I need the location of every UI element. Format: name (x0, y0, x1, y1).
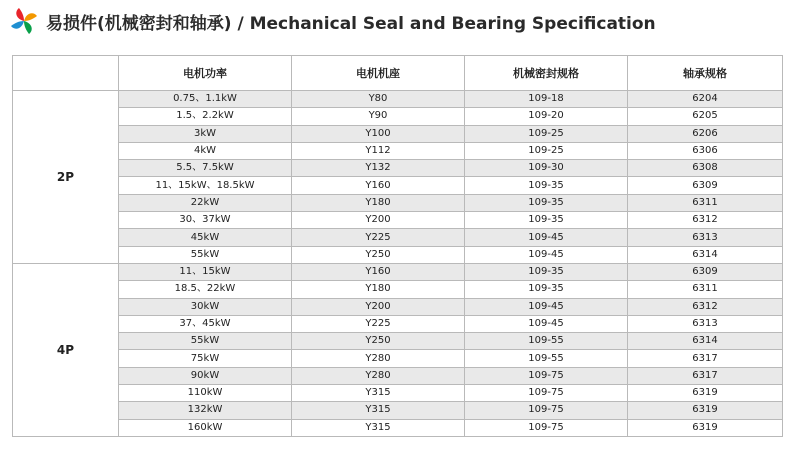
motor-frame-cell: Y315 (292, 419, 465, 436)
table-row (13, 229, 783, 246)
motor-frame-cell: Y180 (292, 281, 465, 298)
motor-power-cell: 30kW (119, 298, 292, 315)
mechanical-seal-cell: 109-55 (465, 333, 628, 350)
motor-frame-cell: Y132 (292, 160, 465, 177)
table-row (13, 142, 783, 159)
table-body (13, 91, 783, 437)
bearing-cell: 6306 (628, 142, 783, 159)
bearing-cell: 6319 (628, 419, 783, 436)
mechanical-seal-cell: 109-25 (465, 142, 628, 159)
column-header-mechanical-seal: 机械密封规格 (465, 56, 628, 91)
motor-power-cell: 45kW (119, 229, 292, 246)
bearing-cell: 6317 (628, 367, 783, 384)
motor-power-cell: 22kW (119, 194, 292, 211)
mechanical-seal-cell: 109-35 (465, 177, 628, 194)
motor-frame-cell: Y280 (292, 367, 465, 384)
pole-group-label: 2P (13, 91, 119, 264)
motor-frame-cell: Y315 (292, 385, 465, 402)
motor-frame-cell: Y225 (292, 229, 465, 246)
table-row (13, 298, 783, 315)
motor-power-cell: 30、37kW (119, 212, 292, 229)
table-row (13, 367, 783, 384)
bearing-cell: 6309 (628, 177, 783, 194)
column-header-motor-power: 电机功率 (119, 56, 292, 91)
motor-power-cell: 37、45kW (119, 315, 292, 332)
mechanical-seal-cell: 109-45 (465, 246, 628, 263)
mechanical-seal-cell: 109-75 (465, 402, 628, 419)
motor-power-cell: 132kW (119, 402, 292, 419)
motor-power-cell: 160kW (119, 419, 292, 436)
page-title: 易损件(机械密封和轴承) / Mechanical Seal and Bearing Specification (46, 13, 656, 34)
table-row (13, 263, 783, 280)
motor-power-cell: 11、15kW、18.5kW (119, 177, 292, 194)
motor-power-cell: 5.5、7.5kW (119, 160, 292, 177)
table-row (13, 108, 783, 125)
table-row (13, 333, 783, 350)
mechanical-seal-cell: 109-75 (465, 419, 628, 436)
spec-table (12, 55, 783, 437)
mechanical-seal-cell: 109-35 (465, 263, 628, 280)
bearing-cell: 6313 (628, 315, 783, 332)
pole-group-label: 4P (13, 263, 119, 436)
motor-frame-cell: Y250 (292, 246, 465, 263)
motor-frame-cell: Y112 (292, 142, 465, 159)
table-header-row (13, 56, 783, 91)
motor-power-cell: 75kW (119, 350, 292, 367)
bearing-cell: 6319 (628, 402, 783, 419)
bearing-cell: 6312 (628, 298, 783, 315)
motor-power-cell: 90kW (119, 367, 292, 384)
mechanical-seal-cell: 109-75 (465, 385, 628, 402)
motor-frame-cell: Y200 (292, 298, 465, 315)
mechanical-seal-cell: 109-75 (465, 367, 628, 384)
mechanical-seal-cell: 109-30 (465, 160, 628, 177)
table-row (13, 194, 783, 211)
motor-frame-cell: Y225 (292, 315, 465, 332)
column-header-motor-frame: 电机机座 (292, 56, 465, 91)
bearing-cell: 6204 (628, 91, 783, 108)
motor-power-cell: 11、15kW (119, 263, 292, 280)
mechanical-seal-cell: 109-18 (465, 91, 628, 108)
mechanical-seal-cell: 109-55 (465, 350, 628, 367)
column-header-bearing: 轴承规格 (628, 56, 783, 91)
bearing-cell: 6317 (628, 350, 783, 367)
mechanical-seal-cell: 109-35 (465, 194, 628, 211)
bearing-cell: 6313 (628, 229, 783, 246)
page-header (10, 6, 656, 36)
bearing-cell: 6314 (628, 246, 783, 263)
table-row (13, 246, 783, 263)
table-row (13, 91, 783, 108)
table-row (13, 281, 783, 298)
table-row (13, 160, 783, 177)
motor-power-cell: 55kW (119, 246, 292, 263)
table-row (13, 385, 783, 402)
motor-frame-cell: Y180 (292, 194, 465, 211)
motor-power-cell: 110kW (119, 385, 292, 402)
bearing-cell: 6314 (628, 333, 783, 350)
motor-frame-cell: Y200 (292, 212, 465, 229)
bearing-cell: 6319 (628, 385, 783, 402)
mechanical-seal-cell: 109-35 (465, 281, 628, 298)
motor-frame-cell: Y90 (292, 108, 465, 125)
mechanical-seal-cell: 109-45 (465, 298, 628, 315)
table-row (13, 212, 783, 229)
table-row (13, 402, 783, 419)
motor-frame-cell: Y80 (292, 91, 465, 108)
bearing-cell: 6205 (628, 108, 783, 125)
motor-frame-cell: Y100 (292, 125, 465, 142)
motor-power-cell: 18.5、22kW (119, 281, 292, 298)
motor-power-cell: 1.5、2.2kW (119, 108, 292, 125)
table-row (13, 350, 783, 367)
mechanical-seal-cell: 109-45 (465, 315, 628, 332)
table-row (13, 315, 783, 332)
table-row (13, 125, 783, 142)
motor-frame-cell: Y160 (292, 263, 465, 280)
bearing-cell: 6309 (628, 263, 783, 280)
bearing-cell: 6206 (628, 125, 783, 142)
table-row (13, 177, 783, 194)
mechanical-seal-cell: 109-45 (465, 229, 628, 246)
mechanical-seal-cell: 109-20 (465, 108, 628, 125)
bearing-cell: 6312 (628, 212, 783, 229)
motor-frame-cell: Y315 (292, 402, 465, 419)
motor-power-cell: 4kW (119, 142, 292, 159)
mechanical-seal-cell: 109-35 (465, 212, 628, 229)
motor-power-cell: 3kW (119, 125, 292, 142)
bearing-cell: 6311 (628, 194, 783, 211)
bearing-cell: 6311 (628, 281, 783, 298)
table-row (13, 419, 783, 436)
motor-power-cell: 0.75、1.1kW (119, 91, 292, 108)
motor-frame-cell: Y250 (292, 333, 465, 350)
motor-power-cell: 55kW (119, 333, 292, 350)
column-header-group (13, 56, 119, 91)
logo-icon (10, 7, 38, 35)
mechanical-seal-cell: 109-25 (465, 125, 628, 142)
motor-frame-cell: Y160 (292, 177, 465, 194)
motor-frame-cell: Y280 (292, 350, 465, 367)
bearing-cell: 6308 (628, 160, 783, 177)
